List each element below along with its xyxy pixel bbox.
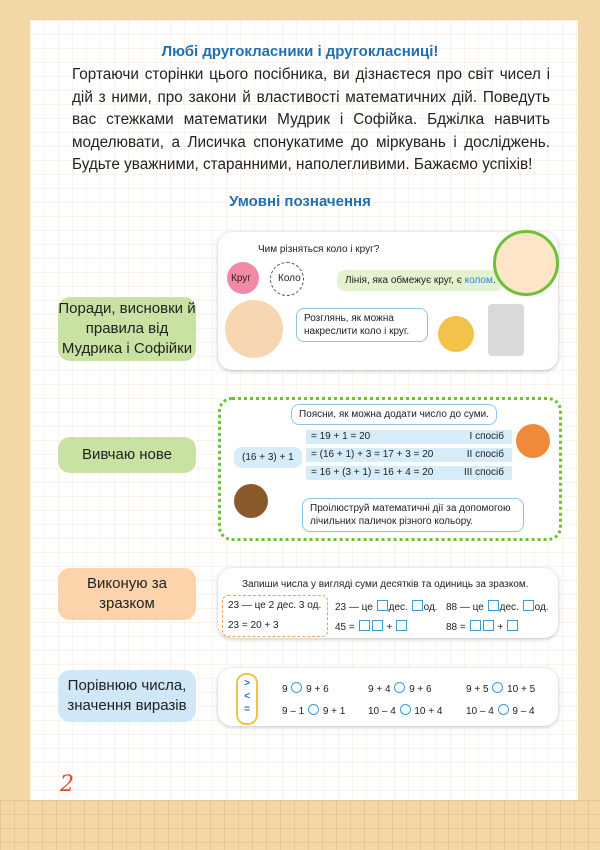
- cmp-right: 9 – 4: [512, 706, 535, 717]
- ex2-dec: дес.: [499, 602, 519, 613]
- answer-box[interactable]: [396, 620, 407, 631]
- sum1-label: 45 =: [335, 622, 355, 633]
- compare-row: [282, 682, 329, 695]
- compare-row: [282, 704, 345, 717]
- rules-question: Чим різняться коло і круг?: [258, 244, 380, 255]
- cmp-left: 9: [282, 684, 288, 695]
- way-2: ІІ спосіб: [466, 449, 504, 460]
- eq-row-1: [306, 430, 512, 444]
- sample-line-1: 23 — це 2 дес. 3 од.: [228, 600, 322, 611]
- compare-row: [368, 682, 432, 695]
- ex1-start: 23 — це: [335, 602, 373, 613]
- girl-figure: [516, 424, 550, 458]
- equal-sign: =: [244, 704, 250, 715]
- eq-row-2: [306, 448, 512, 462]
- new-tag-label: Вивчаю нове: [81, 446, 173, 463]
- page-number: 2: [60, 772, 74, 797]
- answer-box[interactable]: [412, 600, 423, 611]
- compare-circle[interactable]: [394, 682, 405, 693]
- tip-bubble-2: Проілюструй математичні дії за допомогою лічильних паличок різного кольору.: [302, 498, 524, 532]
- compare-circle[interactable]: [400, 704, 411, 715]
- sum2-label: 88 =: [446, 622, 466, 633]
- eq-row-3: [306, 466, 512, 480]
- page-title: Любі другокласники і другокласниці!: [161, 43, 439, 60]
- cmp-right: 9 + 1: [322, 706, 346, 717]
- sample-line-2: 23 = 20 + 3: [228, 620, 279, 631]
- compass-illustration: [438, 316, 474, 352]
- cmp-right: 9 + 6: [409, 684, 432, 695]
- compare-row: [368, 704, 442, 717]
- plus-sign: +: [497, 622, 504, 633]
- answer-box[interactable]: [377, 600, 388, 611]
- intro-paragraph: Гортаючи сторінки цього посібника, ви дізнаєтеся про світ чисел і дій з ними, про закони й властивості математичних дій. Поведуть вас стежками математики Мудрик і Софійка. Бджілка навчить моделювати, а Лисичка спонукатиме до міркувань і досліджень. Будьте уважними, старанними, наполегливими. Бажаємо успіхів!: [72, 66, 550, 173]
- answer-box[interactable]: [483, 620, 494, 631]
- ex1-od: од.: [423, 602, 438, 613]
- greater-sign: >: [244, 678, 250, 689]
- plus-sign: +: [386, 622, 393, 633]
- compare-tag: [58, 670, 196, 722]
- sum-1: [335, 620, 408, 633]
- boy-figure: [234, 484, 268, 518]
- sample-tag-label: Виконую за зразком: [87, 575, 167, 612]
- less-sign: <: [244, 691, 250, 702]
- compare-row: [466, 682, 535, 695]
- ex1-dec: дес.: [388, 602, 408, 613]
- answer-box[interactable]: [372, 620, 383, 631]
- compare-circle[interactable]: [291, 682, 302, 693]
- way-1: І спосіб: [469, 431, 504, 442]
- ex2-start: 88 — це: [446, 602, 484, 613]
- cmp-left: 10 – 4: [466, 706, 494, 717]
- compare-card: [218, 668, 558, 726]
- rules-tag-label: Поради, висновки й правила від Мудрика і Софійки: [58, 300, 196, 357]
- compare-row: [466, 704, 535, 717]
- cmp-left: 9 + 4: [368, 684, 391, 695]
- answer-box[interactable]: [470, 620, 481, 631]
- rules-tag: [58, 297, 196, 361]
- cmp-left: 10 – 4: [368, 706, 396, 717]
- cmp-right: 10 + 5: [507, 684, 536, 695]
- sum-2: [446, 620, 519, 633]
- answer-box[interactable]: [488, 600, 499, 611]
- rule-bubble: [337, 270, 504, 291]
- kolo-label: Коло: [278, 273, 301, 284]
- answer-box[interactable]: [359, 620, 370, 631]
- signs-capsule: [236, 673, 258, 725]
- sofiyka-avatar: [493, 230, 559, 296]
- compare-circle[interactable]: [498, 704, 509, 715]
- new-tag: [58, 437, 196, 473]
- rule-keyword: колом: [464, 275, 493, 286]
- section-title: Умовні позначення: [229, 193, 371, 210]
- cmp-right: 9 + 6: [306, 684, 329, 695]
- mudryk-avatar: [225, 300, 283, 358]
- ex2-od: од.: [534, 602, 549, 613]
- exercise-2: [446, 600, 549, 613]
- cmp-right: 10 + 4: [414, 706, 443, 717]
- sample-task: Запиши числа у вигляді суми десятків та одиниць за зразком.: [242, 579, 529, 590]
- eq-2: = (16 + 1) + 3 = 17 + 3 = 20: [311, 449, 434, 460]
- compare-tag-label: Порівнюю числа, значення виразів: [67, 677, 187, 714]
- krug-label: Круг: [231, 273, 251, 284]
- rule-suffix: .: [492, 275, 496, 286]
- rule-text: Лінія, яка обмежує круг, є: [345, 275, 465, 286]
- way-3: ІІІ спосіб: [463, 467, 504, 478]
- compare-circle[interactable]: [308, 704, 319, 715]
- bottom-grid: [0, 800, 600, 850]
- eq-1: = 19 + 1 = 20: [311, 431, 371, 442]
- tip-bubble-1: Розглянь, як можна накреслити коло і круг.: [296, 308, 428, 342]
- exercise-1: [335, 600, 438, 613]
- eq-3: = 16 + (3 + 1) = 16 + 4 = 20: [311, 467, 434, 478]
- cmp-left: 9 – 1: [282, 706, 305, 717]
- cylinder-illustration: [488, 304, 524, 356]
- cmp-left: 9 + 5: [466, 684, 489, 695]
- question-bubble-2: Поясни, як можна додати число до суми.: [291, 404, 497, 425]
- compare-circle[interactable]: [492, 682, 503, 693]
- sample-tag: [58, 568, 196, 620]
- answer-box[interactable]: [523, 600, 534, 611]
- expression-box: (16 + 3) + 1: [234, 447, 302, 468]
- answer-box[interactable]: [507, 620, 518, 631]
